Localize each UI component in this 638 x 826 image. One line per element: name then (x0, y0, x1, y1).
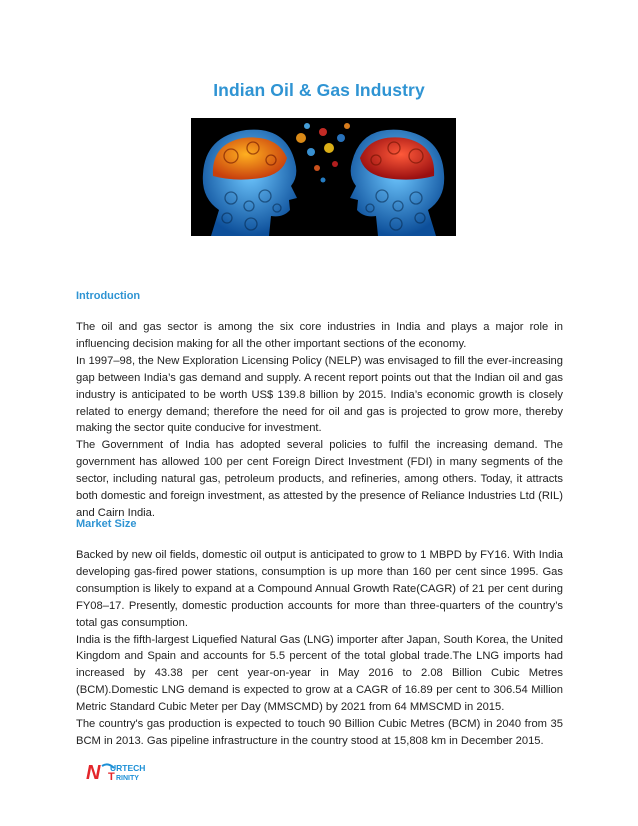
company-logo (86, 760, 174, 782)
market-size-heading: Market Size (76, 518, 137, 530)
svg-text:RINITY: RINITY (116, 775, 139, 782)
svg-text:T: T (108, 771, 115, 782)
market-size-paragraph: Backed by new oil fields, domestic oil output is anticipated to grow to 1 MBPD by FY16. With India developing gas-fired power stations, consumption is up more than 160 per cent since 1995. Gas consumption is likely to expand at a Compound Annual Growth Rate(CAGR) of 21 per cent during FY08–17. Presently, domestic production accounts for more than three-quarters of the country’s total gas consumption. (76, 549, 563, 629)
page-title: Indian Oil & Gas Industry (213, 80, 425, 100)
market-size-paragraph: The country's gas production is expected to touch 90 Billion Cubic Metres (BCM) in 2040 from 35 BCM in 2013. Gas pipeline infrastructure in the country stood at 15,808 km in December 2015. (76, 718, 563, 747)
market-size-body (76, 547, 563, 750)
introduction-paragraph: The oil and gas sector is among the six core industries in India and plays a major role in influencing decision making for all the other important sections of the economy. (76, 321, 563, 350)
introduction-paragraph: In 1997–98, the New Exploration Licensing Policy (NELP) was envisaged to fill the ever-increasing gap between India’s gas demand and supply. A recent report points out that the Indian oil and gas industry is anticipated to be worth US$ 139.8 billion by 2015. India’s economic growth is closely related to energy demand; therefore the need for oil and gas is projected to grow more, thereby making the sector quite conducive for investment. (76, 354, 563, 435)
svg-text:URTECH: URTECH (110, 763, 146, 773)
introduction-body (76, 319, 563, 522)
svg-text:N: N (86, 762, 101, 782)
brain-gears-image (191, 118, 456, 236)
introduction-paragraph: The Government of India has adopted several policies to fulfil the increasing demand. The government has allowed 100 per cent Foreign Direct Investment (FDI) in many segments of the sector, including natural gas, petroleum products, and refineries, among others. Today, it attracts both domestic and foreign investment, as attested by the presence of Reliance Industries Ltd (RIL) and Cairn India. (76, 439, 563, 519)
introduction-heading: Introduction (76, 290, 141, 302)
market-size-paragraph: India is the fifth-largest Liquefied Natural Gas (LNG) importer after Japan, South Korea, the United Kingdom and Spain and accounts for 5.5 percent of the total global trade.The LNG imports had increased by 43.38 per cent year-on-year in May 2016 to 2.08 Billion Cubic Metres (BCM).Domestic LNG demand is expected to grow at a CAGR of 16.89 per cent to 306.54 Million Metric Standard Cubic Meter per Day (MMSCMD) by 2021 from 64 MMSCMD in 2015. (76, 633, 563, 714)
